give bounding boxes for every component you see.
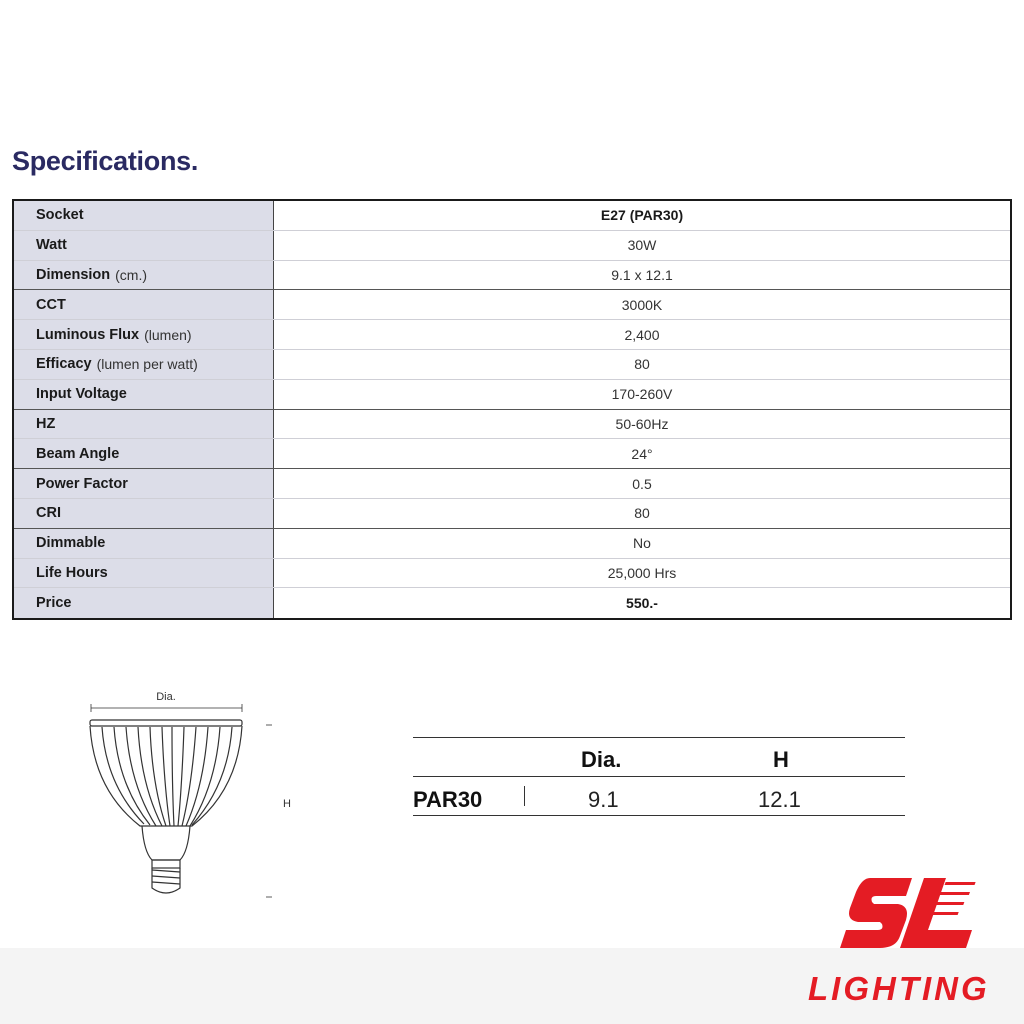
spec-unit: (lumen per watt): [96, 356, 198, 373]
spec-row-input-voltage: [14, 380, 1010, 410]
spec-value: 30W: [627, 237, 657, 254]
spec-value: 0.5: [632, 475, 652, 492]
spec-label: Input Voltage: [36, 386, 127, 403]
spec-row-price: [14, 588, 1010, 618]
dia-label: Dia.: [156, 691, 176, 703]
spec-row-hz: [14, 410, 1010, 440]
dimension-table-top-rule: [413, 737, 905, 738]
spec-row-life-hours: [14, 559, 1010, 589]
spec-label: CRI: [36, 505, 61, 522]
spec-row-cct: [14, 290, 1010, 320]
spec-table: [12, 199, 1012, 620]
spec-value: 80: [634, 505, 650, 522]
spec-value: 25,000 Hrs: [607, 564, 677, 581]
spec-label: Socket: [36, 207, 84, 224]
spec-row-dimmable: [14, 529, 1010, 559]
dimension-model: PAR30: [413, 787, 483, 812]
spec-label: Power Factor: [36, 475, 128, 492]
dimension-value-dia: 9.1: [588, 787, 619, 812]
spec-label: Beam Angle: [36, 445, 120, 462]
dimension-header-h: H: [773, 747, 789, 772]
page-title: Specifications.: [12, 146, 199, 176]
spec-value: 80: [634, 356, 650, 373]
spec-label: Luminous Flux: [36, 326, 140, 343]
spec-value: 170-260V: [611, 386, 673, 403]
dimension-value-h: 12.1: [758, 787, 801, 812]
spec-label: HZ: [36, 415, 56, 432]
spec-value: E27 (PAR30): [600, 207, 684, 224]
spec-value: No: [633, 535, 651, 552]
spec-row-power-factor: [14, 469, 1010, 499]
dimension-table-mid-rule: [413, 776, 905, 777]
spec-value: 2,400: [624, 326, 660, 343]
spec-label: Efficacy: [36, 356, 92, 373]
spec-row-watt: [14, 231, 1010, 261]
par30-lamp-drawing: [80, 680, 310, 910]
spec-unit: (lumen): [144, 326, 192, 343]
spec-label: CCT: [36, 296, 66, 313]
h-label: H: [283, 798, 291, 810]
spec-value: 9.1 x 12.1: [611, 266, 673, 283]
spec-label: Life Hours: [36, 564, 108, 581]
spec-row-socket: [14, 201, 1010, 231]
spec-label: Price: [36, 595, 72, 612]
spec-value: 50-60Hz: [615, 415, 669, 432]
spec-value: 24°: [631, 445, 653, 462]
spec-row-luminous-flux: [14, 320, 1010, 350]
spec-row-beam-angle: [14, 439, 1010, 469]
sl-logo-mark: [800, 870, 1020, 970]
spec-value: 3000K: [621, 296, 663, 313]
logo-text: LIGHTING: [808, 970, 990, 1007]
dimension-separator: [524, 786, 525, 806]
dimension-table-bottom-rule: [413, 815, 905, 816]
spec-label: Dimension: [36, 266, 111, 283]
spec-label: Watt: [36, 237, 67, 254]
dimension-header-dia: Dia.: [581, 747, 622, 772]
spec-row-dimension: [14, 261, 1010, 291]
spec-row-efficacy: [14, 350, 1010, 380]
spec-unit: (cm.): [115, 266, 148, 283]
spec-value: 550.-: [626, 595, 658, 612]
spec-label: Dimmable: [36, 535, 106, 552]
spec-row-cri: [14, 499, 1010, 529]
sl-lighting-logo: [800, 870, 1020, 1010]
